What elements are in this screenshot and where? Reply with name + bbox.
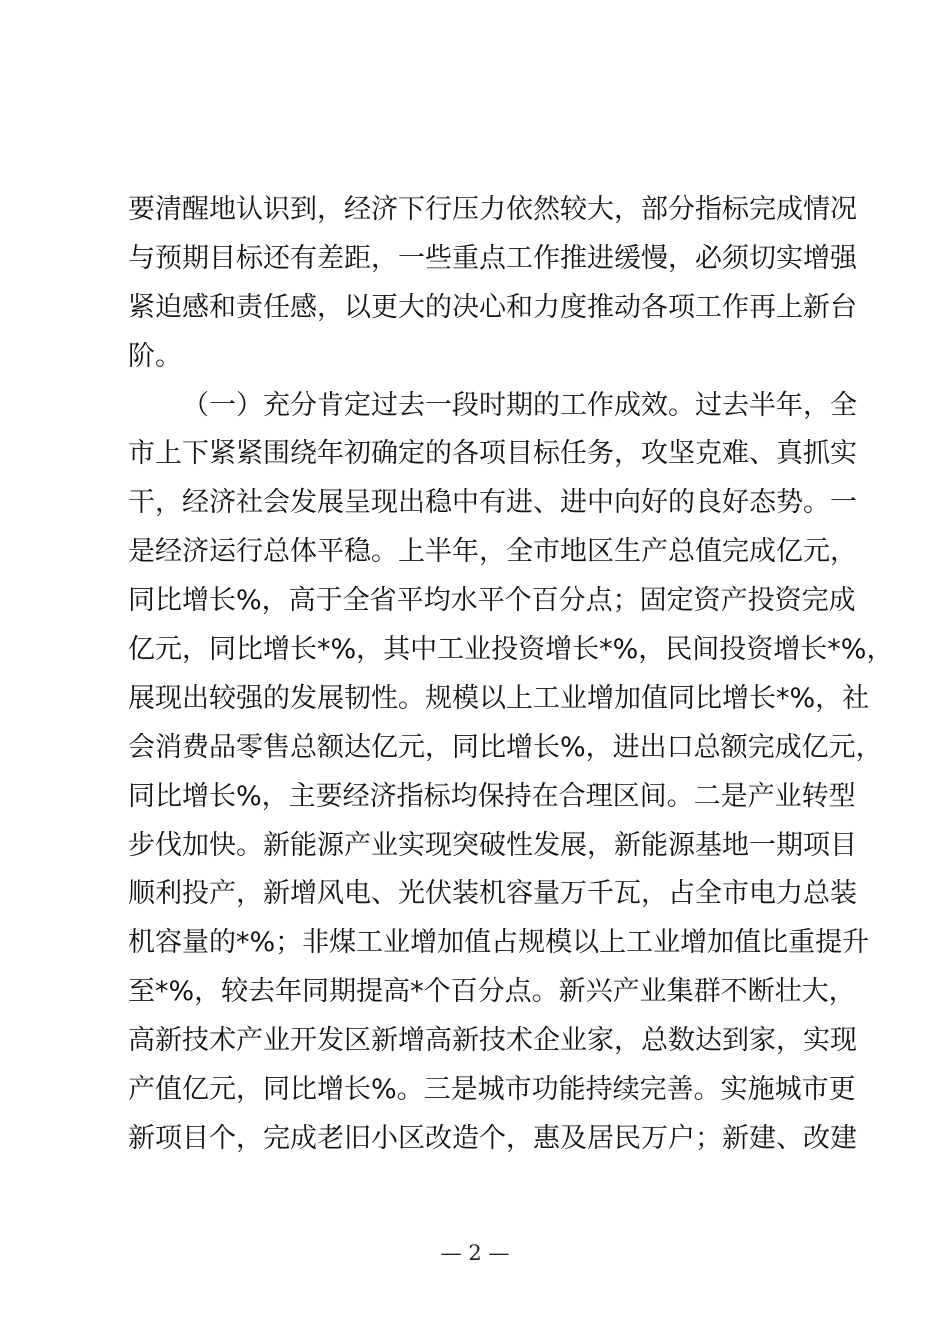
- text-line-8: 是经济运行总体平稳。上半年，全市地区生产总值完成亿元，: [128, 536, 857, 568]
- text-line-7: 干，经济社会发展呈现出稳中有进、进中向好的良好态势。一: [128, 487, 857, 519]
- text-line-12: 会消费品零售总额达亿元，同比增长%，进出口总额完成亿元，: [128, 731, 883, 763]
- text-line-13: 同比增长%，主要经济指标均保持在合理区间。二是产业转型: [128, 780, 856, 812]
- text-line-15: 顺利投产，新增风电、光伏装机容量万千瓦，占全市电力总装: [128, 878, 857, 910]
- text-line-19: 产值亿元，同比增长%。三是城市功能持续完善。实施城市更: [128, 1074, 856, 1106]
- body-text: [128, 186, 894, 1164]
- text-line-14: 步伐加快。新能源产业实现突破性发展，新能源基地一期项目: [128, 829, 857, 861]
- text-line-10: 亿元，同比增长*%，其中工业投资增长*%，民间投资增长*%，: [128, 634, 894, 666]
- text-line-5: （一）充分肯定过去一段时期的工作成效。过去半年，全: [182, 389, 857, 421]
- text-line-9: 同比增长%，高于全省平均水平个百分点；固定资产投资完成: [128, 585, 856, 617]
- text-line-16: 机容量的*%；非煤工业增加值占规模以上工业增加值比重提升: [128, 927, 870, 959]
- text-line-18: 高新技术产业开发区新增高新技术企业家，总数达到家，实现: [128, 1025, 857, 1057]
- page-number: — 2 —: [440, 1241, 510, 1265]
- text-line-20: 新项目个，完成老旧小区改造个，惠及居民万户；新建、改建: [128, 1122, 857, 1154]
- text-line-2: 与预期目标还有差距，一些重点工作推进缓慢，必须切实增强: [128, 242, 857, 274]
- text-line-3: 紧迫感和责任感，以更大的决心和力度推动各项工作再上新台: [128, 291, 857, 323]
- text-line-4: 阶。: [128, 340, 182, 372]
- text-line-6: 市上下紧紧围绕年初确定的各项目标任务，攻坚克难、真抓实: [128, 438, 857, 470]
- text-line-1: 要清醒地认识到，经济下行压力依然较大，部分指标完成情况: [128, 194, 857, 225]
- text-line-17: 至*%，较去年同期提高*个百分点。新兴产业集群不断壮大，: [128, 976, 856, 1008]
- text-line-11: 展现出较强的发展韧性。规模以上工业增加值同比增长*%，社: [128, 682, 870, 714]
